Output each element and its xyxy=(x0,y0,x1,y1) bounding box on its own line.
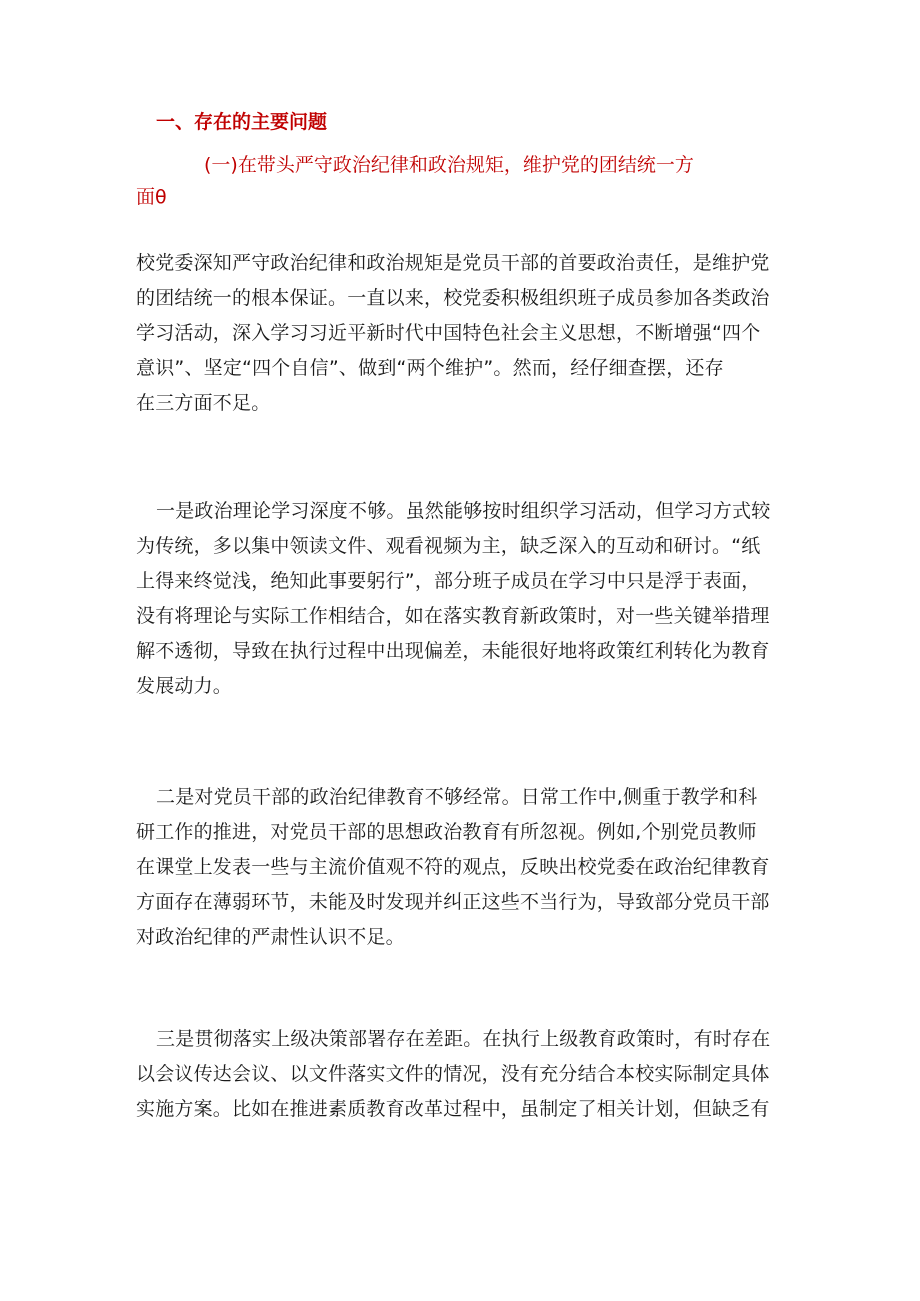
paragraph-point-3 xyxy=(136,1022,792,1127)
paragraph-line: 在三方面不足。 xyxy=(136,392,271,414)
paragraph-line: 的团结统一的根本保证。一直以来，校党委积极组织班子成员参加各类政治 xyxy=(136,287,770,309)
paragraph-line: 解不透彻，导致在执行过程中出现偏差，未能很好地将政策红利转化为教育 xyxy=(136,640,770,662)
paragraph-intro xyxy=(136,246,792,421)
paragraph-line: 没有将理论与实际工作相结合，如在落实教育新政策时，对一些关键举措理 xyxy=(136,605,770,627)
paragraph-line: 一是政治理论学习深度不够。虽然能够按时组织学习活动，但学习方式较 xyxy=(156,500,771,522)
paragraph-line: 实施方案。比如在推进素质教育改革过程中，虽制定了相关计划，但缺乏有 xyxy=(136,1098,770,1120)
paragraph-line: 研工作的推进，对党员干部的思想政治教育有所忽视。例如,个别党员教师 xyxy=(136,821,757,843)
paragraph-line: 学习活动，深入学习习近平新时代中国特色社会主义思想，不断增强“四个 xyxy=(136,322,761,344)
paragraph-line: 为传统，多以集中领读文件、观看视频为主，缺乏深入的互动和研讨。“纸 xyxy=(136,535,761,557)
subsection-heading xyxy=(136,152,788,210)
paragraph-line: 三是贯彻落实上级决策部署存在差距。在执行上级教育政策时，有时存在 xyxy=(156,1028,771,1050)
paragraph-line: 以会议传达会议、以文件落实文件的情况，没有充分结合本校实际制定具体 xyxy=(136,1063,770,1085)
paragraph-line: 意识”、坚定“四个自信”、做到“两个维护”。然而，经仔细查摆，还存 xyxy=(136,357,724,379)
paragraph-point-1 xyxy=(136,494,792,704)
section-heading: 一、存在的主要问题 xyxy=(156,111,328,133)
subsection-heading-line-2: 面θ xyxy=(136,186,167,208)
paragraph-point-2 xyxy=(136,780,792,955)
paragraph-line: 发展动力。 xyxy=(136,675,233,697)
paragraph-line: 在课堂上发表一些与主流价值观不符的观点，反映出校党委在政治纪律教育 xyxy=(136,856,770,878)
subsection-heading-line-1: (一)在带头严守政治纪律和政治规矩，维护党的团结统一方 xyxy=(204,154,694,176)
paragraph-line: 上得来终觉浅，绝知此事要躬行”，部分班子成员在学习中只是浮于表面， xyxy=(136,570,761,592)
paragraph-line: 对政治纪律的严肃性认识不足。 xyxy=(136,926,405,948)
paragraph-line: 二是对党员干部的政治纪律教育不够经常。日常工作中,侧重于教学和科 xyxy=(156,786,758,808)
paragraph-line: 方面存在薄弱环节，未能及时发现并纠正这些不当行为，导致部分党员干部 xyxy=(136,891,770,913)
paragraph-line: 校党委深知严守政治纪律和政治规矩是党员干部的首要政治责任，是维护党 xyxy=(136,252,770,274)
